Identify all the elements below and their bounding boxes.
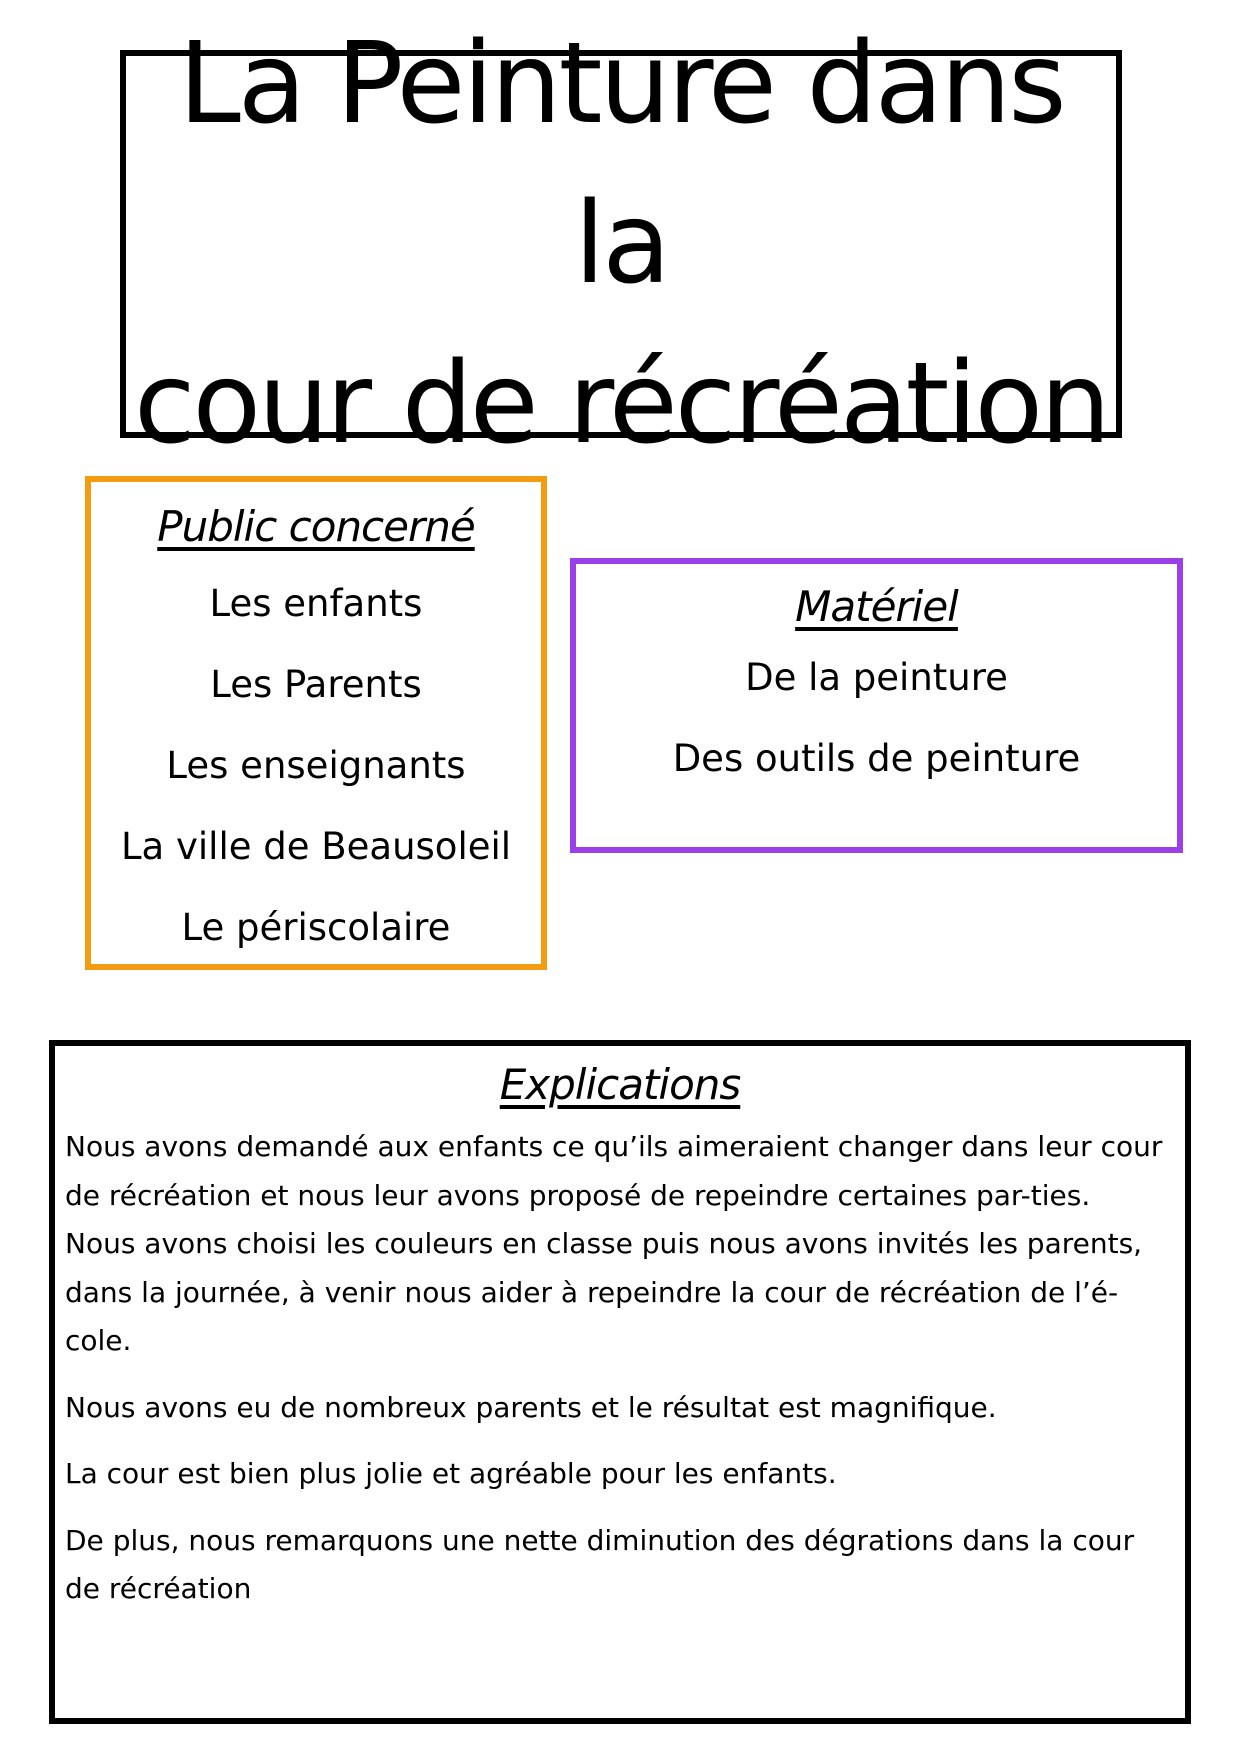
- materiel-box: [570, 558, 1183, 853]
- list-item: Les Parents: [210, 663, 422, 706]
- material-list: [576, 637, 1177, 799]
- explications-box: [49, 1040, 1191, 1724]
- public-concerne-box: [85, 476, 547, 970]
- list-item: Le périscolaire: [181, 906, 451, 949]
- explications-heading: Explications: [499, 1060, 741, 1109]
- list-item: De la peinture: [745, 656, 1008, 699]
- list-item: Les enseignants: [166, 744, 466, 787]
- public-list: [91, 563, 541, 968]
- list-item: Des outils de peinture: [672, 737, 1081, 780]
- list-item: La ville de Beausoleil: [120, 825, 512, 868]
- explications-paragraph: De plus, nous remarquons une nette diminution des dégrations dans la cour de récréation: [65, 1523, 1135, 1605]
- explications-paragraph: La cour est bien plus jolie et agréable pour les enfants.: [65, 1457, 837, 1490]
- list-item: Les enfants: [209, 582, 423, 625]
- title-box: [120, 19, 1122, 469]
- material-heading: Matériel: [795, 582, 958, 631]
- explications-paragraph: Nous avons eu de nombreux parents et le résultat est magnifique.: [65, 1390, 997, 1424]
- public-heading: Public concerné: [157, 502, 475, 551]
- page-title: La Peinture dans la cour de récréation: [133, 19, 1109, 469]
- explications-paragraph: Nous avons choisi les couleurs en classe puis nous avons invités les parents, dans la journée, à venir nous aider à repeindre la cour de récréation de l’é-cole.: [65, 1227, 1143, 1357]
- explications-paragraph: Nous avons demandé aux enfants ce qu’ils aimeraient changer dans leur cour de récréation et nous leur avons proposé de repeindre certaines par-ties.: [65, 1130, 1163, 1212]
